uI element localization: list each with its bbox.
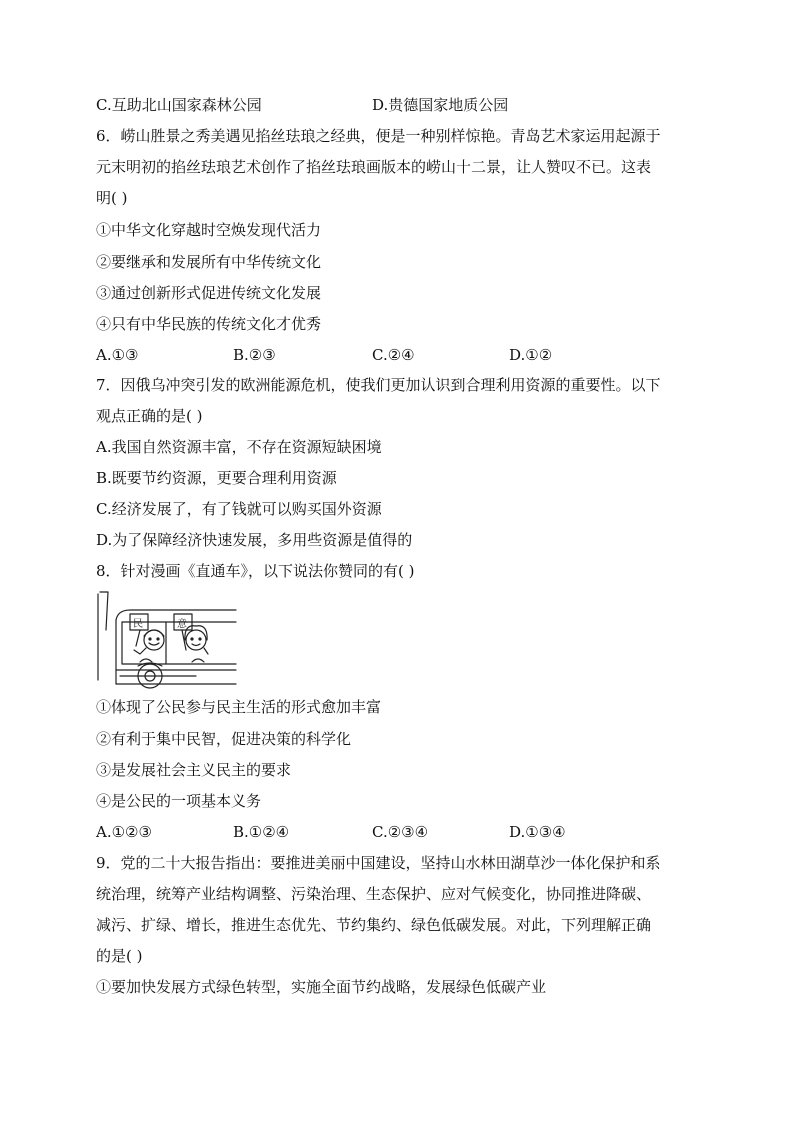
q8-option-c[interactable]: C.②③④ <box>372 823 429 841</box>
q6-statement-2: ②要继承和发展所有中华传统文化 <box>96 253 322 271</box>
q6-option-b[interactable]: B.②③ <box>233 346 276 364</box>
q5-options-row <box>96 95 696 115</box>
q9-stem-line-4: 的是( ) <box>96 947 143 965</box>
q6-stem-line-2: 元末明初的掐丝珐琅艺术创作了掐丝珐琅画版本的崂山十二景，让人赞叹不已。这表 <box>96 158 652 176</box>
q9-stem-line-3: 减污、扩绿、增长，推进生态优先、节约集约、绿色低碳发展。对此，下列理解正确 <box>96 916 652 934</box>
q8-statement-2: ②有利于集中民智，促进决策的科学化 <box>96 730 352 748</box>
sign-left-label: 民 <box>133 619 143 630</box>
q8-statement-4: ④是公民的一项基本义务 <box>96 792 262 810</box>
q6-statement-1: ①中华文化穿越时空焕发现代活力 <box>96 221 322 239</box>
q8-statement-3: ③是发展社会主义民主的要求 <box>96 761 292 779</box>
q8-option-d[interactable]: D.①③④ <box>509 823 566 841</box>
q7-option-a[interactable]: A.我国自然资源丰富，不存在资源短缺困境 <box>96 438 382 456</box>
right-person-head <box>186 630 206 650</box>
q7-option-c[interactable]: C.经济发展了，有了钱就可以购买国外资源 <box>96 500 382 518</box>
q9-stem-line-2: 统治理，统筹产业结构调整、污染治理、生态保护、应对气候变化，协同推进降碳、 <box>96 885 652 903</box>
q6-option-d[interactable]: D.①② <box>509 346 553 364</box>
q6-stem-line-3: 明( ) <box>96 189 128 207</box>
q7-option-b[interactable]: B.既要节约资源，更要合理利用资源 <box>96 469 337 487</box>
q7-option-d[interactable]: D.为了保障经济快速发展，多用些资源是值得的 <box>96 531 413 549</box>
q8-option-b[interactable]: B.①②④ <box>233 823 290 841</box>
q8-options-row <box>96 822 696 842</box>
cartoon-drawing <box>96 590 238 690</box>
q6-statement-4: ④只有中华民族的传统文化才优秀 <box>96 315 322 333</box>
q5-option-c[interactable]: C.互助北山国家森林公园 <box>96 96 262 114</box>
q5-option-d[interactable]: D.贵德国家地质公园 <box>372 96 509 114</box>
q9-statement-1: ①要加快发展方式绿色转型，实施全面节约战略，发展绿色低碳产业 <box>96 978 547 996</box>
q8-option-a[interactable]: A.①②③ <box>96 823 152 841</box>
q7-stem-line-2: 观点正确的是( ) <box>96 407 203 425</box>
bus-door-frame <box>100 592 108 630</box>
q6-options-row <box>96 345 696 365</box>
q6-option-a[interactable]: A.①③ <box>96 346 139 364</box>
q6-statement-3: ③通过创新形式促进传统文化发展 <box>96 284 322 302</box>
q6-option-c[interactable]: C.②④ <box>372 346 415 364</box>
q6-stem-line-1: 6．崂山胜景之秀美遇见掐丝珐琅之经典，便是一种别样惊艳。青岛艺术家运用起源于 <box>96 127 661 145</box>
sign-right-label: 意 <box>177 619 187 630</box>
q7-stem-line-1: 7．因俄乌冲突引发的欧洲能源危机，使我们更加认识到合理利用资源的重要性。以下 <box>96 376 661 394</box>
q8-stem: 8．针对漫画《直通车》，以下说法你赞同的有( ) <box>96 562 415 580</box>
cartoon-direct-bus <box>96 590 238 690</box>
q8-statement-1: ①体现了公民参与民主生活的形式愈加丰富 <box>96 698 382 716</box>
q9-stem-line-1: 9．党的二十大报告指出：要推进美丽中国建设，坚持山水林田湖草沙一体化保护和系 <box>96 854 661 872</box>
